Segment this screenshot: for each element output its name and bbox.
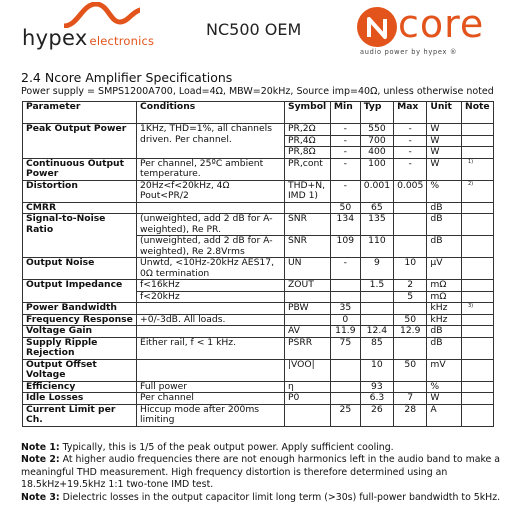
symbol-cell: SNR — [284, 214, 330, 236]
unit-cell: kHz — [427, 303, 462, 315]
typ-cell: 700 — [360, 135, 393, 147]
note-3 — [21, 492, 501, 504]
param-cell: Current Limit per Ch. — [23, 404, 137, 426]
table-header-row — [23, 102, 494, 124]
note-cell — [462, 337, 494, 359]
symbol-cell: |VOO| — [284, 359, 330, 381]
note-text: Dielectric losses in the output capacitor limit long term (>30s) full-power bandwidth to 5kHz. — [59, 491, 501, 503]
min-cell — [330, 280, 360, 292]
max-cell: - — [394, 158, 427, 180]
table-row — [23, 202, 494, 214]
note-cell — [462, 135, 494, 147]
param-cell: CMRR — [23, 202, 137, 214]
unit-cell: W — [427, 135, 462, 147]
typ-cell: 10 — [360, 359, 393, 381]
param-cell: Output Offset Voltage — [23, 359, 137, 381]
symbol-cell: PR,8Ω — [284, 147, 330, 159]
cond-cell: f<20kHz — [137, 291, 285, 303]
note-cell — [462, 258, 494, 280]
param-cell: Power Bandwidth — [23, 303, 137, 315]
ncore-logo — [356, 2, 506, 62]
typ-cell: 135 — [360, 214, 393, 236]
min-cell: 0 — [330, 314, 360, 326]
cond-cell: Unwtd, <10Hz-20kHz AES17, 0Ω termination — [137, 258, 285, 280]
note-cell — [462, 147, 494, 159]
param-cell: Output Noise — [23, 258, 137, 280]
table-row — [23, 124, 494, 136]
note-cell: 1) — [462, 158, 494, 180]
max-cell: 7 — [394, 393, 427, 405]
note-cell: 3) — [462, 303, 494, 315]
symbol-cell: THD+N, IMD 1) — [284, 180, 330, 202]
min-cell: - — [330, 258, 360, 280]
table-row — [23, 314, 494, 326]
table-row — [23, 404, 494, 426]
table-row — [23, 214, 494, 236]
note-text: At higher audio frequencies there are not enough harmonics left in the audio band to make a meaningful THD measurement. High frequency distortion is therefore determined using an 18.5kHz+19.5kHz 1:1 two-tone IMD test. — [21, 454, 501, 491]
header-cell: Parameter — [23, 102, 137, 124]
unit-cell: mV — [427, 359, 462, 381]
table-row — [23, 326, 494, 338]
unit-cell: % — [427, 180, 462, 202]
note-1 — [21, 442, 501, 454]
symbol-cell: SNR — [284, 236, 330, 258]
hypex-wordmark — [22, 26, 154, 50]
symbol-cell: PR,2Ω — [284, 124, 330, 136]
typ-cell: 400 — [360, 147, 393, 159]
unit-cell: W — [427, 158, 462, 180]
unit-cell: mΩ — [427, 291, 462, 303]
unit-cell: dB — [427, 337, 462, 359]
note-cell — [462, 291, 494, 303]
max-cell: - — [394, 124, 427, 136]
symbol-cell — [284, 202, 330, 214]
typ-cell: 65 — [360, 202, 393, 214]
cond-cell: (unweighted, add 2 dB for A-weighted), Re 2.8Vrms — [137, 236, 285, 258]
note-label: Note 1: — [21, 442, 60, 453]
min-cell: 134 — [330, 214, 360, 236]
max-cell — [394, 202, 427, 214]
unit-cell: mΩ — [427, 280, 462, 292]
typ-cell — [360, 291, 393, 303]
hypex-main-text: hypex — [22, 26, 88, 50]
param-cell: Efficiency — [23, 381, 137, 393]
typ-cell: 12.4 — [360, 326, 393, 338]
symbol-cell — [284, 404, 330, 426]
max-cell: 2 — [394, 280, 427, 292]
document-title: NC500 OEM — [206, 20, 302, 39]
test-conditions: Power supply = SMPS1200A700, Load=4Ω, MBW=20kHz, Source imp=40Ω, unless otherwise noted — [21, 86, 494, 97]
cond-cell: Per channel — [137, 393, 285, 405]
cond-cell — [137, 326, 285, 338]
note-text: Typically, this is 1/5 of the peak output power. Apply sufficient cooling. — [59, 442, 394, 453]
max-cell: - — [394, 135, 427, 147]
note-cell — [462, 393, 494, 405]
min-cell: 11.9 — [330, 326, 360, 338]
min-cell: - — [330, 135, 360, 147]
min-cell: - — [330, 124, 360, 136]
note-cell: 2) — [462, 180, 494, 202]
param-cell: Idle Losses — [23, 393, 137, 405]
header-cell: Unit — [427, 102, 462, 124]
max-cell — [394, 381, 427, 393]
min-cell: 75 — [330, 337, 360, 359]
symbol-cell: PR,cont — [284, 158, 330, 180]
typ-cell: 550 — [360, 124, 393, 136]
header-cell: Conditions — [137, 102, 285, 124]
symbol-cell: P0 — [284, 393, 330, 405]
min-cell — [330, 393, 360, 405]
note-2 — [21, 454, 501, 491]
note-cell — [462, 404, 494, 426]
unit-cell: W — [427, 124, 462, 136]
unit-cell: µV — [427, 258, 462, 280]
unit-cell: W — [427, 147, 462, 159]
note-label: Note 2: — [21, 454, 60, 466]
cond-cell: Full power — [137, 381, 285, 393]
typ-cell: 6.3 — [360, 393, 393, 405]
table-row — [23, 359, 494, 381]
max-cell: 50 — [394, 359, 427, 381]
param-cell: Peak Output Power — [23, 124, 137, 159]
typ-cell: 26 — [360, 404, 393, 426]
max-cell: 0.005 — [394, 180, 427, 202]
ncore-tagline: audio power by hypex ® — [360, 48, 458, 56]
symbol-cell: PR,4Ω — [284, 135, 330, 147]
symbol-cell: UN — [284, 258, 330, 280]
table-notes — [21, 442, 501, 504]
typ-cell: 100 — [360, 158, 393, 180]
param-cell: Continuous Output Power — [23, 158, 137, 180]
table-row — [23, 158, 494, 180]
header-cell: Note — [462, 102, 494, 124]
unit-cell: A — [427, 404, 462, 426]
unit-cell: dB — [427, 214, 462, 236]
header-cell: Min — [330, 102, 360, 124]
typ-cell: 85 — [360, 337, 393, 359]
note-cell — [462, 202, 494, 214]
cond-cell: (unweighted, add 2 dB for A-weighted), Re PR. — [137, 214, 285, 236]
header-cell: Max — [394, 102, 427, 124]
param-cell: Frequency Response — [23, 314, 137, 326]
max-cell — [394, 236, 427, 258]
cond-cell: 1KHz, THD=1%, all channels driven. Per channel. — [137, 124, 285, 159]
note-cell — [462, 124, 494, 136]
min-cell: 35 — [330, 303, 360, 315]
note-cell — [462, 326, 494, 338]
min-cell: 50 — [330, 202, 360, 214]
symbol-cell — [284, 291, 330, 303]
note-cell — [462, 214, 494, 236]
ncore-wordmark: core — [398, 2, 485, 46]
symbol-cell: PBW — [284, 303, 330, 315]
note-cell — [462, 280, 494, 292]
max-cell: 5 — [394, 291, 427, 303]
typ-cell: 9 — [360, 258, 393, 280]
min-cell: - — [330, 158, 360, 180]
cond-cell: +0/-3dB. All loads. — [137, 314, 285, 326]
max-cell: 12.9 — [394, 326, 427, 338]
param-cell: Output Impedance — [23, 280, 137, 303]
symbol-cell: η — [284, 381, 330, 393]
typ-cell: 110 — [360, 236, 393, 258]
unit-cell: dB — [427, 236, 462, 258]
note-cell — [462, 381, 494, 393]
typ-cell: 93 — [360, 381, 393, 393]
table-row — [23, 180, 494, 202]
specifications-table — [22, 101, 494, 427]
note-cell — [462, 359, 494, 381]
note-cell — [462, 236, 494, 258]
min-cell: 25 — [330, 404, 360, 426]
cond-cell — [137, 359, 285, 381]
cond-cell: Either rail, f < 1 kHz. — [137, 337, 285, 359]
typ-cell — [360, 303, 393, 315]
unit-cell: dB — [427, 202, 462, 214]
typ-cell — [360, 314, 393, 326]
min-cell — [330, 359, 360, 381]
max-cell — [394, 337, 427, 359]
param-cell: Signal-to-Noise Ratio — [23, 214, 137, 258]
cond-cell: 20Hz<f<20kHz, 4Ω Pout<PR/2 — [137, 180, 285, 202]
unit-cell: W — [427, 393, 462, 405]
max-cell: 10 — [394, 258, 427, 280]
hypex-sub-text: electronics — [89, 34, 155, 48]
table-row — [23, 381, 494, 393]
page-header — [0, 0, 510, 62]
table-row — [23, 303, 494, 315]
max-cell — [394, 303, 427, 315]
table-row — [23, 393, 494, 405]
note-cell — [462, 314, 494, 326]
hypex-wave-icon — [64, 2, 140, 28]
cond-cell — [137, 202, 285, 214]
table-row — [23, 280, 494, 292]
ncore-n-badge-icon — [356, 6, 398, 48]
cond-cell — [137, 303, 285, 315]
cond-cell: Per channel, 25ºC ambient temperature. — [137, 158, 285, 180]
param-cell: Distortion — [23, 180, 137, 202]
cond-cell: f<16kHz — [137, 280, 285, 292]
unit-cell: dB — [427, 326, 462, 338]
note-label: Note 3: — [21, 491, 60, 503]
param-cell: Voltage Gain — [23, 326, 137, 338]
min-cell — [330, 291, 360, 303]
header-cell: Typ — [360, 102, 393, 124]
symbol-cell: PSRR — [284, 337, 330, 359]
param-cell: Supply Ripple Rejection — [23, 337, 137, 359]
max-cell — [394, 214, 427, 236]
symbol-cell: AV — [284, 326, 330, 338]
max-cell: 50 — [394, 314, 427, 326]
symbol-cell — [284, 314, 330, 326]
typ-cell: 0.001 — [360, 180, 393, 202]
section-title: 2.4 Ncore Amplifier Specifications — [21, 70, 233, 85]
min-cell: - — [330, 147, 360, 159]
symbol-cell: ZOUT — [284, 280, 330, 292]
unit-cell: kHz — [427, 314, 462, 326]
header-cell: Symbol — [284, 102, 330, 124]
min-cell: - — [330, 180, 360, 202]
hypex-logo — [22, 2, 162, 58]
min-cell: 109 — [330, 236, 360, 258]
unit-cell: % — [427, 381, 462, 393]
max-cell: 28 — [394, 404, 427, 426]
typ-cell: 1.5 — [360, 280, 393, 292]
min-cell — [330, 381, 360, 393]
max-cell: - — [394, 147, 427, 159]
table-row — [23, 258, 494, 280]
cond-cell: Hiccup mode after 200ms limiting — [137, 404, 285, 426]
table-row — [23, 337, 494, 359]
